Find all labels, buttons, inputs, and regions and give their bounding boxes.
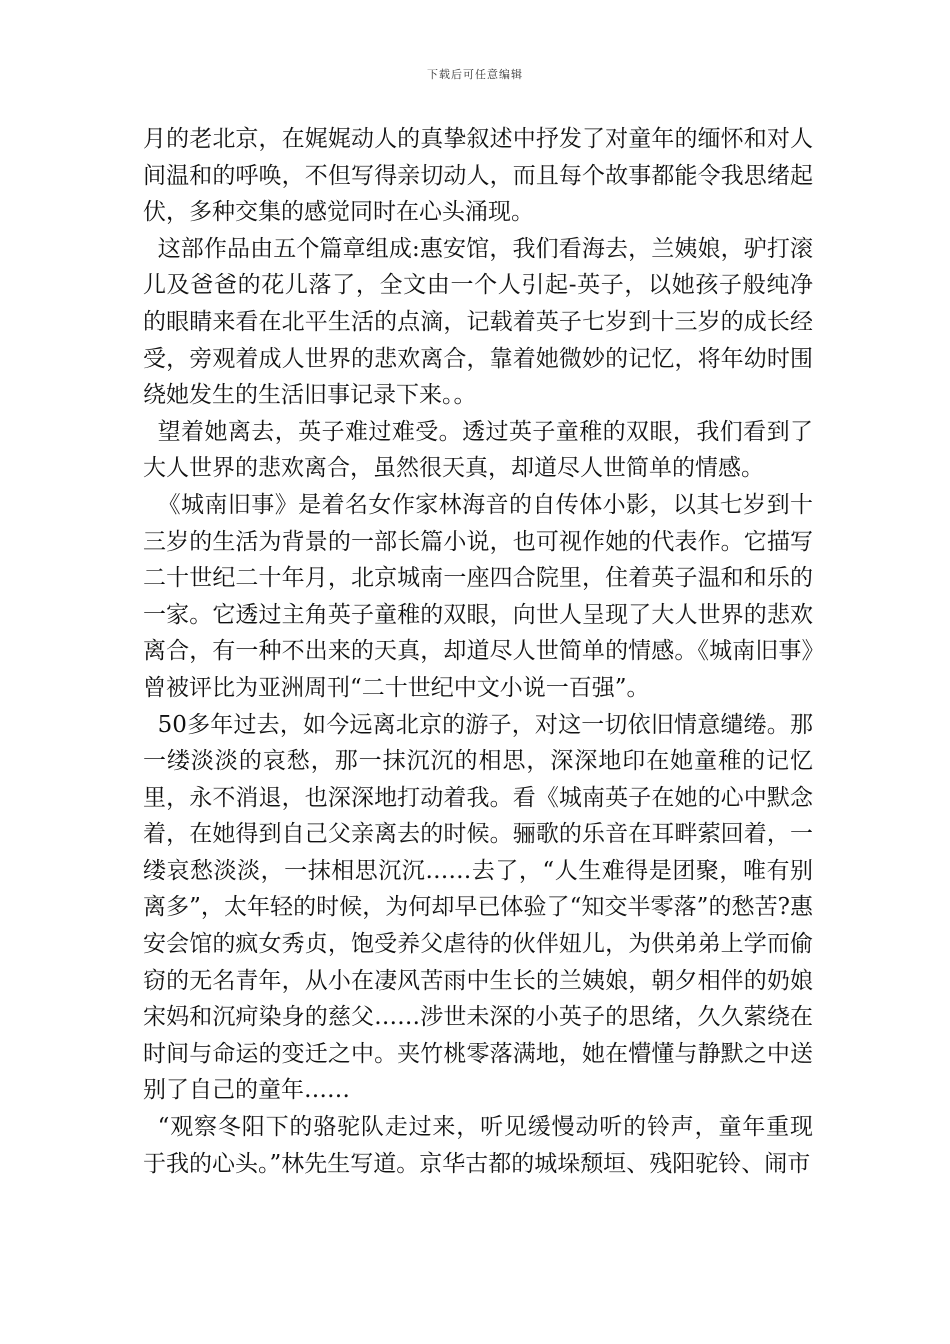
paragraph-2: 这部作品由五个篇章组成:惠安馆，我们看海去，兰姨娘，驴打滚儿及爸爸的花儿落了，全文由一个人引起-英子，以她孩子般纯净的眼睛来看在北平生活的点滴，记载着英子七岁到十三岁的成长经受，旁观着成人世界的悲欢离合，靠着她微妙的记忆，将年幼时围绕她发生的生活旧事记录下来。。: [143, 235, 813, 409]
paragraph-1: 月的老北京，在娓娓动人的真挚叙述中抒发了对童年的缅怀和对人间温和的呼唤，不但写得亲切动人，而且每个故事都能令我思绪起伏，多种交集的感觉同时在心头涌现。: [143, 126, 813, 226]
paragraph-5: 50多年过去，如今远离北京的游子，对这一切依旧情意缱绻。那一缕淡淡的哀愁，那一抹沉沉的相思，深深地印在她童稚的记忆里，永不消退，也深深地打动着我。看《城南英子在她的心中默念着，在她得到自己父亲离去的时候。骊歌的乐音在耳畔萦回着，一缕哀愁淡淡，一抹相思沉沉……去了，“人生难得是团聚，唯有别离多”，太年轻的时候，为何却早已体验了“知交半零落”的愁苦?惠安会馆的疯女秀贞，饱受养父虐待的伙伴妞儿，为供弟弟上学而偷窃的无名青年，从小在凄风苦雨中生长的兰姨娘，朝夕相伴的奶娘宋妈和沉疴染身的慈父……涉世未深的小英子的思绪，久久萦绕在时间与命运的变迁之中。夹竹桃零落满地，她在懵懂与静默之中送别了自己的童年……: [143, 711, 813, 1104]
page-header: 下载后可任意编辑: [427, 68, 523, 81]
article-body: [143, 121, 813, 1182]
paragraph-3: 望着她离去，英子难过难受。透过英子童稚的双眼，我们看到了大人世界的悲欢离合，虽然很天真，却道尽人世简单的情感。: [143, 418, 813, 482]
paragraph-4: 《城南旧事》是着名女作家林海音的自传体小影，以其七岁到十三岁的生活为背景的一部长篇小说，也可视作她的代表作。它描写二十世纪二十年月，北京城南一座四合院里，住着英子温和和乐的一家。它透过主角英子童稚的双眼，向世人呈现了大人世界的悲欢离合，有一种不出来的天真，却道尽人世简单的情感。《城南旧事》曾被评比为亚洲周刊“二十世纪中文小说一百强”。: [143, 491, 813, 701]
paragraph-6: “观察冬阳下的骆驼队走过来，听见缓慢动听的铃声，童年重现于我的心头。”林先生写道。京华古都的城垛颓垣、残阳驼铃、闹市: [143, 1114, 813, 1177]
